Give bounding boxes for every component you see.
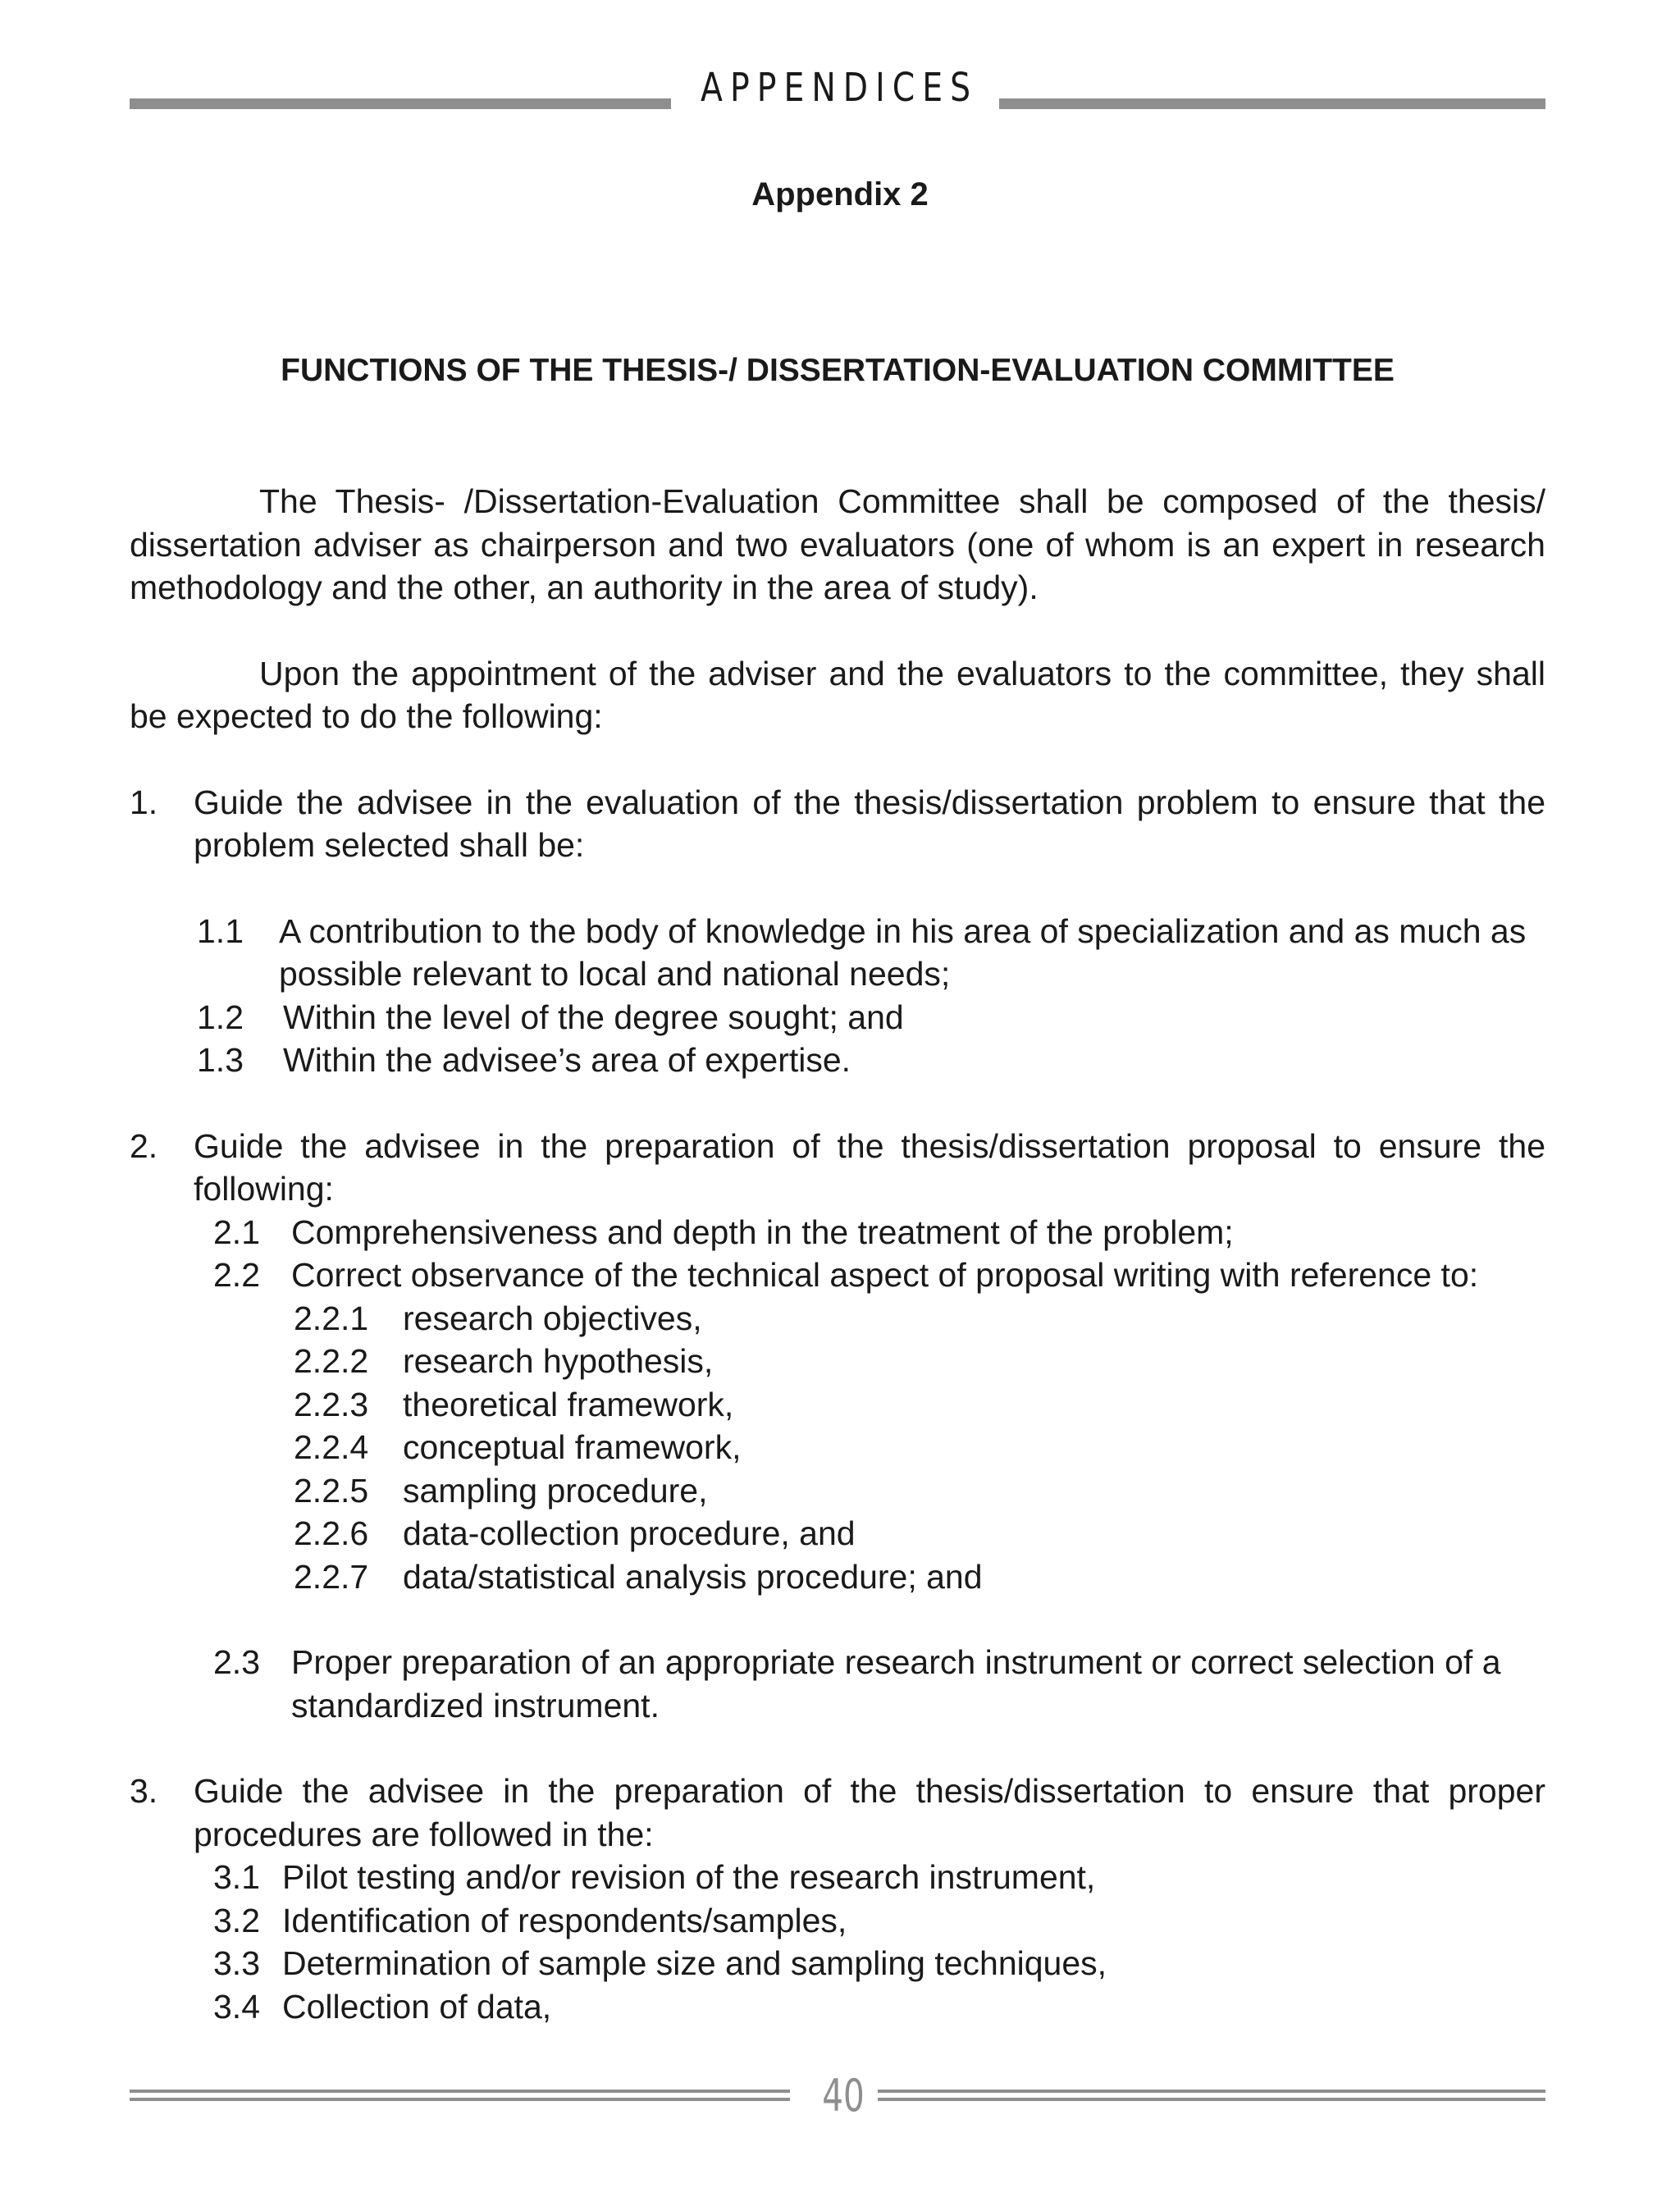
page-footer: [130, 2067, 1545, 2125]
sub-list-item-text: Determination of sample size and sampling techniques,: [282, 1944, 1107, 1982]
sub-sub-list-item-number: 2.2.3: [294, 1385, 369, 1423]
paragraph: The Thesis- /Dissertation-Evaluation Committee shall be composed of the thesis/ dissertation adviser as chairperson and two evaluators (one of whom is an expert in research methodology and the other, an authority in the area of study).: [130, 482, 1545, 606]
sub-list-item: [213, 1899, 1545, 1943]
sub-list-item: [213, 1856, 1545, 1899]
sub-sub-list-item-text: data/statistical analysis procedure; and: [403, 1557, 983, 1596]
sub-sub-list-item: [294, 1297, 1545, 1341]
sub-sub-list-item-text: sampling procedure,: [403, 1471, 708, 1510]
sub-list-item: [213, 1985, 1545, 2029]
list-item: [130, 1770, 1545, 1856]
sub-list-item-text: Pilot testing and/or revision of the research instrument,: [282, 1858, 1096, 1896]
sub-list-item-number: 3.3: [213, 1944, 260, 1982]
sub-list-item: [213, 1942, 1545, 1985]
sub-sub-list-item-number: 2.2.5: [294, 1471, 369, 1510]
section-title: FUNCTIONS OF THE THESIS-/ DISSERTATION-EVALUATION COMMITTEE: [281, 353, 1395, 388]
footer-rule-right: [878, 2090, 1545, 2093]
sub-list-item-text: Collection of data,: [282, 1987, 552, 2026]
sub-list-item-number: 3.4: [213, 1987, 260, 2026]
sub-sub-list-item: [294, 1555, 1545, 1599]
sub-list-item-number: 2.3: [213, 1643, 260, 1681]
sub-sub-list-item-text: research objectives,: [403, 1299, 702, 1337]
appendix-title: Appendix 2: [751, 176, 929, 212]
sub-list-item-text: Within the advisee’s area of expertise.: [283, 1041, 851, 1079]
footer-rule-left: [130, 2098, 790, 2101]
sub-list-item: [213, 1254, 1545, 1297]
paragraph: Upon the appointment of the adviser and the evaluators to the committee, they shall be expected to do the following:: [130, 654, 1545, 735]
sub-list-item-number: 3.2: [213, 1901, 260, 1939]
list-item: [130, 781, 1545, 867]
list-item-text: Guide the advisee in the preparation of the thesis/dissertation to ensure that proper procedures are followed in the:: [194, 1772, 1545, 1853]
sub-list-item: [197, 996, 1545, 1039]
footer-rule-right: [878, 2098, 1545, 2101]
sub-sub-list-item-text: data-collection procedure, and: [403, 1514, 856, 1552]
sub-list-item-number: 2.2: [213, 1256, 260, 1294]
header-rule-right: [999, 98, 1545, 109]
sub-sub-list-item-number: 2.2.4: [294, 1428, 369, 1466]
footer-rule-left: [130, 2090, 790, 2093]
list-item-text: Guide the advisee in the preparation of the thesis/dissertation proposal to ensure the following:: [194, 1126, 1545, 1208]
sub-list-item-number: 1.2: [197, 998, 244, 1036]
list-item-text: Guide the advisee in the evaluation of the thesis/dissertation problem to ensure that the problem selected shall be:: [194, 783, 1545, 864]
sub-sub-list-item: [294, 1383, 1545, 1427]
sub-sub-list-item: [294, 1512, 1545, 1555]
sub-sub-list-item-number: 2.2.2: [294, 1342, 369, 1380]
sub-list-item-number: 1.1: [197, 911, 244, 950]
list-item-number: 2.: [130, 1126, 158, 1165]
sub-sub-list-item: [294, 1426, 1545, 1469]
document-body: [130, 480, 1545, 2028]
sub-list-item: [197, 910, 1545, 996]
sub-sub-list-item-number: 2.2.7: [294, 1557, 369, 1596]
sub-list-item-text: Proper preparation of an appropriate research instrument or correct selection of a standardized instrument.: [291, 1643, 1501, 1724]
sub-list-item-text: Correct observance of the technical aspect of proposal writing with reference to:: [291, 1256, 1479, 1294]
sub-list-item-number: 2.1: [213, 1213, 260, 1251]
sub-sub-list-item: [294, 1469, 1545, 1513]
header-title: APPENDICES: [701, 65, 979, 111]
page-number: 40: [822, 2070, 865, 2122]
sub-list-item: [213, 1211, 1545, 1254]
list-item-number: 1.: [130, 783, 158, 821]
sub-list-item: [213, 1641, 1545, 1727]
sub-sub-list-item-number: 2.2.6: [294, 1514, 369, 1552]
sub-sub-list-item: [294, 1340, 1545, 1383]
sub-sub-list-item-number: 2.2.1: [294, 1299, 369, 1337]
sub-list-item-number: 3.1: [213, 1858, 260, 1896]
sub-list-item: [197, 1039, 1545, 1082]
sub-list-item-number: 1.3: [197, 1041, 244, 1079]
list-item: [130, 1125, 1545, 1211]
sub-list-item-text: Comprehensiveness and depth in the treatment of the problem;: [291, 1213, 1234, 1251]
header-rule-left: [130, 98, 671, 109]
sub-sub-list-item-text: research hypothesis,: [403, 1342, 714, 1380]
sub-list-item-text: A contribution to the body of knowledge in his area of specialization and as much as possible relevant to local and national needs;: [279, 911, 1527, 993]
list-item-number: 3.: [130, 1772, 158, 1810]
sub-list-item-text: Identification of respondents/samples,: [282, 1901, 847, 1939]
sub-sub-list-item-text: conceptual framework,: [403, 1428, 742, 1466]
sub-sub-list-item-text: theoretical framework,: [403, 1385, 734, 1423]
sub-list-item-text: Within the level of the degree sought; and: [283, 998, 904, 1036]
page-header: [130, 59, 1545, 116]
